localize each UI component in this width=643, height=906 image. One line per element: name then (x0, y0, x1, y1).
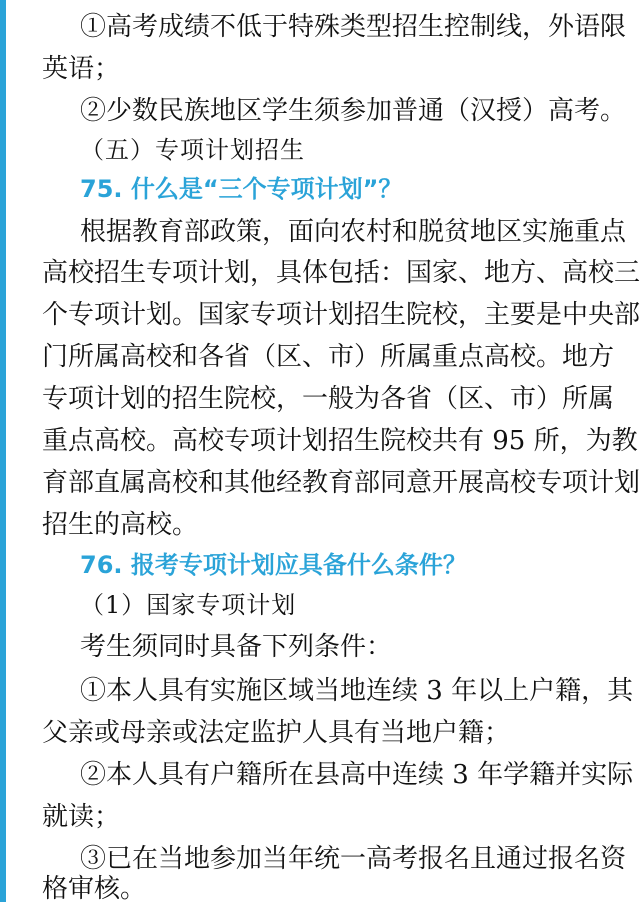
body-line: ①高考成绩不低于特殊类型招生控制线，外语限 (80, 12, 627, 42)
body-line: ③已在当地参加当年统一高考报名且通过报名资 (80, 844, 627, 874)
body-line: 根据教育部政策，面向农村和脱贫地区实施重点 (80, 217, 627, 247)
section-heading: （五）专项计划招生 (80, 136, 305, 164)
body-line: ①本人具有实施区域当地连续 3 年以上户籍，其 (80, 676, 634, 706)
body-line: 重点高校。高校专项计划招生院校共有 95 所，为教 (42, 426, 638, 456)
body-line: 育部直属高校和其他经教育部同意开展高校专项计划 (42, 468, 641, 498)
body-line: 考生须同时具备下列条件： (80, 632, 393, 662)
question-heading-75: 75. 什么是“三个专项计划”？ (80, 175, 403, 203)
body-line: ②少数民族地区学生须参加普通（汉授）高考。 (80, 96, 627, 126)
body-line: 个专项计划。国家专项计划招生院校，主要是中央部 (42, 300, 641, 330)
body-line: 父亲或母亲或法定监护人具有当地户籍； (42, 718, 511, 748)
body-line: 英语； (42, 54, 121, 84)
body-line: 专项计划的招生院校，一般为各省（区、市）所属 (42, 384, 615, 414)
body-line: 就读； (42, 802, 121, 832)
body-line: 格审核。 (42, 874, 147, 904)
subsection-heading: （1）国家专项计划 (80, 591, 297, 619)
body-line: 高校招生专项计划，具体包括：国家、地方、高校三 (42, 258, 641, 288)
body-line: 门所属高校和各省（区、市）所属重点高校。地方 (42, 342, 615, 372)
body-line: 招生的高校。 (42, 510, 199, 540)
body-line: ②本人具有户籍所在县高中连续 3 年学籍并实际 (80, 760, 634, 790)
question-heading-76: 76. 报考专项计划应具备什么条件？ (80, 551, 467, 579)
